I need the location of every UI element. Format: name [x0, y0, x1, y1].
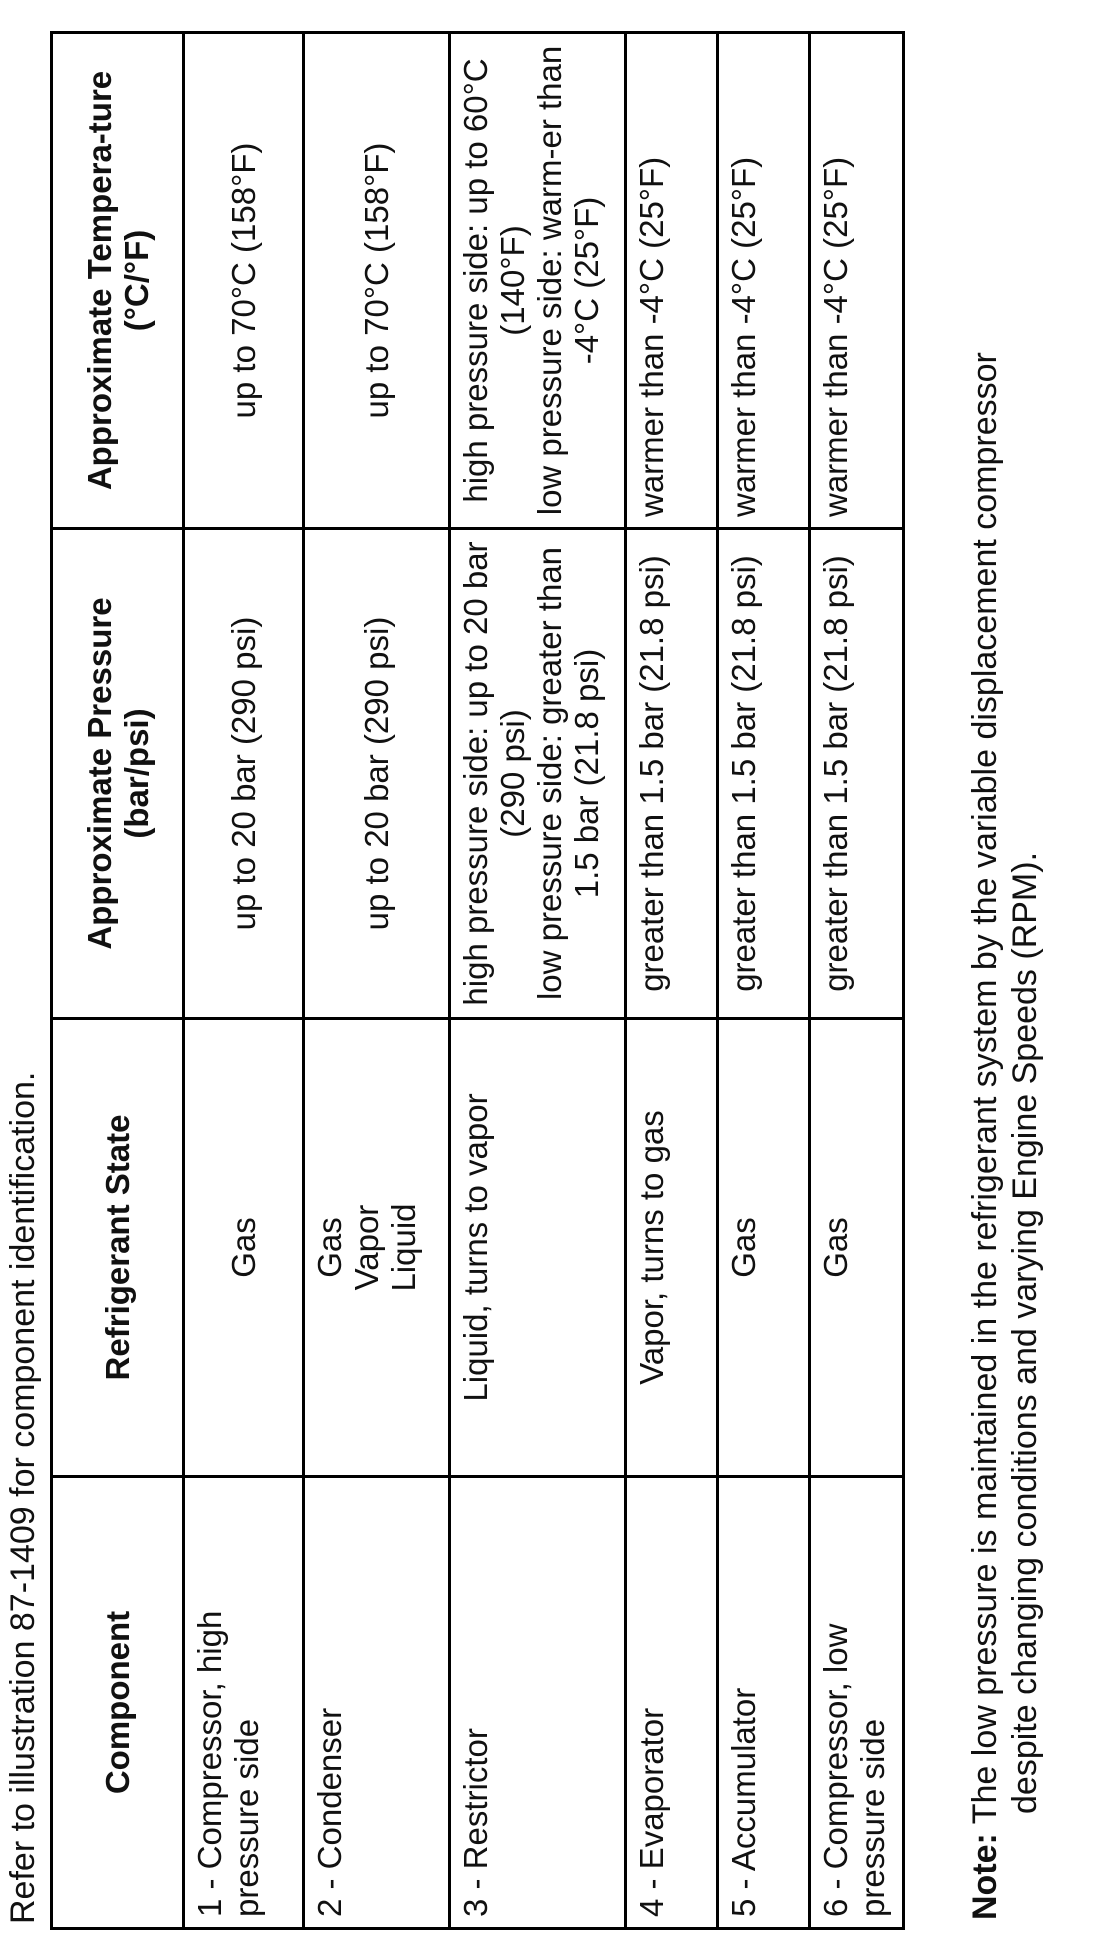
table-header-row: [52, 33, 184, 1929]
table-row: [184, 33, 304, 1929]
cell-state: Liquid, turns to vapor: [450, 1019, 626, 1477]
cell-pressure: greater than 1.5 bar (21.8 psi): [718, 529, 810, 1019]
cell-component: 1 - Compressor, high pressure side: [184, 1477, 304, 1929]
cell-pressure: up to 20 bar (290 psi): [184, 529, 304, 1019]
pressure-high-side: high pressure side: up to 20 bar (290 psi): [457, 541, 531, 1006]
cell-component: 5 - Accumulator: [718, 1477, 810, 1929]
cell-temperature: warmer than -4°C (25°F): [626, 33, 718, 529]
cell-temperature: warmer than -4°C (25°F): [810, 33, 904, 529]
temperature-high-side: high pressure side: up to 60°C (140°F): [457, 58, 531, 503]
cell-pressure: up to 20 bar (290 psi): [304, 529, 450, 1019]
cell-temperature: up to 70°C (158°F): [304, 33, 450, 529]
note-line-1: The low pressure is maintained in the refrigerant system by the variable displacement compressor: [966, 352, 1004, 1825]
pressure-low-side: low pressure side: greater than 1.5 bar (21.8 psi): [531, 546, 605, 1001]
table-row: [450, 33, 626, 1929]
cell-state: Gas: [718, 1019, 810, 1477]
note-line-2: despite changing conditions and varying Engine Speeds (RPM).: [1006, 851, 1044, 1814]
temperature-low-side: low pressure side: warm-er than -4°C (25°F): [531, 45, 605, 516]
cell-state: Vapor, turns to gas: [626, 1019, 718, 1477]
note-label: Note:: [966, 1833, 1004, 1920]
table-row: [718, 33, 810, 1929]
table-row: [626, 33, 718, 1929]
cell-component: 6 - Compressor, low pressure side: [810, 1477, 904, 1929]
header-refrigerant-state: Refrigerant State: [52, 1019, 184, 1477]
intro-text: Refer to illustration 87-1409 for component identification.: [4, 1071, 42, 1924]
cell-component: 3 - Restrictor: [450, 1477, 626, 1929]
cell-pressure: greater than 1.5 bar (21.8 psi): [626, 529, 718, 1019]
cell-pressure: greater than 1.5 bar (21.8 psi): [810, 529, 904, 1019]
note-paragraph: [965, 60, 1045, 1920]
header-approximate-pressure: Approximate Pressure (bar/psi): [52, 529, 184, 1019]
cell-component: 4 - Evaporator: [626, 1477, 718, 1929]
cell-temperature: warmer than -4°C (25°F): [718, 33, 810, 529]
cell-pressure: [450, 529, 626, 1019]
table-row: [304, 33, 450, 1929]
cell-temperature: [450, 33, 626, 529]
cell-state: Gas Vapor Liquid: [304, 1019, 450, 1477]
refrigerant-table: [50, 31, 905, 1930]
cell-component: 2 - Condenser: [304, 1477, 450, 1929]
cell-temperature: up to 70°C (158°F): [184, 33, 304, 529]
table-row: [810, 33, 904, 1929]
header-component: Component: [52, 1477, 184, 1929]
header-approximate-temperature: Approximate Tempera-ture (°C/°F): [52, 33, 184, 529]
cell-state: Gas: [810, 1019, 904, 1477]
cell-state: Gas: [184, 1019, 304, 1477]
